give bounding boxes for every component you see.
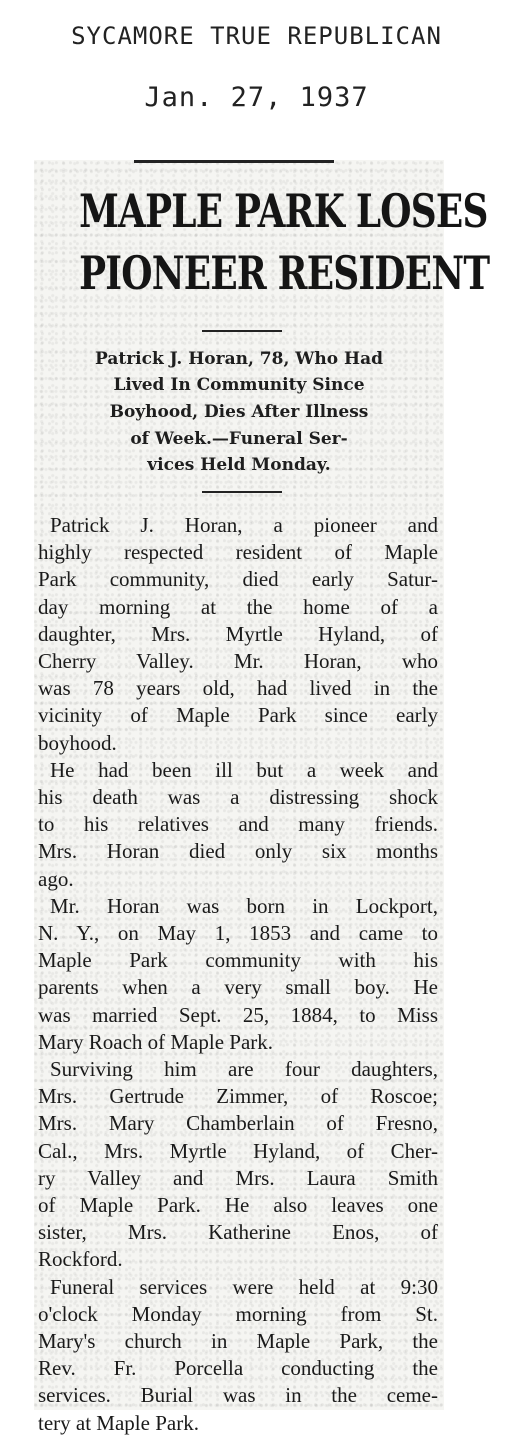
body-line: Mrs. Mary Chamberlain of Fresno, <box>38 1111 438 1136</box>
publication-date: Jan. 27, 1937 <box>144 82 369 113</box>
body-line: services. Burial was in the ceme- <box>38 1383 438 1408</box>
publication-name: SYCAMORE TRUE REPUBLICAN <box>71 22 442 50</box>
body-line: Patrick J. Horan, a pioneer and <box>50 513 438 537</box>
body-line: N. Y., on May 1, 1853 and came to <box>38 921 438 945</box>
deck-rule-bottom <box>202 491 282 493</box>
headline-line-2: PIONEER RESIDENT <box>79 246 490 300</box>
body-line: ago. <box>38 866 74 891</box>
body-line: Mary Roach of Maple Park. <box>38 1029 274 1054</box>
body-line: Mrs. Horan died only six months <box>38 839 438 864</box>
body-line: tery at Maple Park. <box>38 1410 199 1435</box>
body-line: day morning at the home of a <box>38 594 438 619</box>
body-line: Mr. Horan was born in Lockport, <box>50 893 438 918</box>
body-line: sister, Mrs. Katherine Enos, of <box>38 1220 438 1245</box>
body-line: vicinity of Maple Park since early <box>38 703 438 728</box>
newspaper-clipping <box>34 160 490 1435</box>
deck-line: Patrick J. Horan, 78, Who Had <box>95 349 383 369</box>
body-line: was married Sept. 25, 1884, to Miss <box>38 1002 438 1027</box>
deck-line: Lived In Community Since <box>113 375 365 395</box>
deck-line: vices Held Monday. <box>147 455 331 475</box>
body-line: He had been ill but a week and <box>50 757 438 782</box>
body-line: Funeral services were held at 9:30 <box>50 1274 438 1299</box>
body-line: Mrs. Gertrude Zimmer, of Roscoe; <box>38 1084 438 1109</box>
body-line: Cherry Valley. Mr. Horan, who <box>38 649 438 673</box>
body-line: Park community, died early Satur- <box>38 567 438 592</box>
body-line: Cal., Mrs. Myrtle Hyland, of Cher- <box>38 1138 438 1163</box>
body-line: Mary's church in Maple Park, the <box>38 1329 438 1353</box>
deck-rule-top <box>202 330 282 332</box>
body-line: Surviving him are four daughters, <box>50 1057 438 1081</box>
body-line: of Maple Park. He also leaves one <box>38 1193 438 1217</box>
body-line: his death was a distressing shock <box>38 785 438 809</box>
body-line: ry Valley and Mrs. Laura Smith <box>38 1165 438 1190</box>
body-line: daughter, Mrs. Myrtle Hyland, of <box>38 621 438 646</box>
headline-line-1: MAPLE PARK LOSES <box>79 184 488 238</box>
body-line: highly respected resident of Maple <box>38 540 438 565</box>
body-line: Rev. Fr. Porcella conducting the <box>38 1356 438 1381</box>
body-line: Maple Park community with his <box>38 948 438 973</box>
body-line: boyhood. <box>38 730 117 755</box>
top-rule <box>134 160 334 163</box>
body-line: parents when a very small boy. He <box>38 975 438 1000</box>
body-line: o'clock Monday morning from St. <box>38 1301 438 1326</box>
body-line: was 78 years old, had lived in the <box>38 676 438 701</box>
deck-line: Boyhood, Dies After Illness <box>109 402 369 422</box>
deck-line: of Week.—Funeral Ser- <box>130 429 348 449</box>
body-line: to his relatives and many friends. <box>38 812 438 837</box>
body-line: Rockford. <box>38 1247 123 1272</box>
